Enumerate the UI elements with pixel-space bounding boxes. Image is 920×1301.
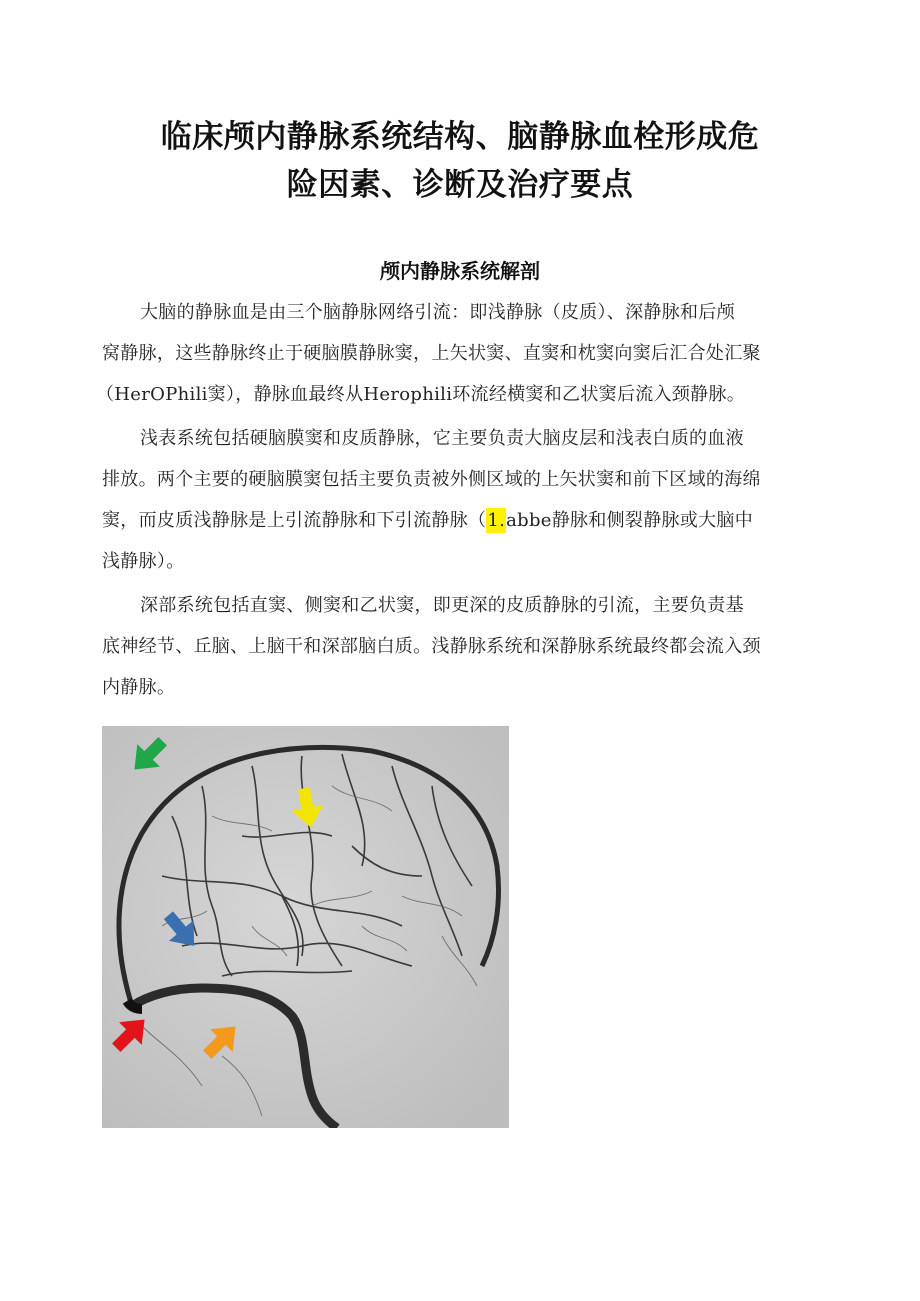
paragraph-line: 内静脉。 bbox=[102, 677, 176, 698]
paragraph-line: 底神经节、丘脑、上脑干和深部脑白质。浅静脉系统和深静脉系统最终都会流入颈 bbox=[102, 636, 761, 657]
paragraph-line: 浅表系统包括硬脑膜窦和皮质静脉，它主要负责大脑皮层和浅表白质的血液 bbox=[140, 428, 744, 449]
paragraph-deep-system bbox=[102, 585, 820, 708]
paragraph-superficial-system bbox=[102, 418, 820, 582]
document-title-line1: 临床颅内静脉系统结构、脑静脉血栓形成危 bbox=[160, 119, 760, 155]
text-segment: 窦，而皮质浅静脉是上引流静脉和下引流静脉（ bbox=[102, 510, 487, 531]
paragraph-line: 浅静脉）。 bbox=[102, 551, 185, 572]
highlighted-text: 1. bbox=[487, 510, 506, 531]
cerebral-venogram-figure bbox=[102, 726, 509, 1128]
paragraph-venous-networks bbox=[96, 292, 820, 415]
document-title-line2: 险因素、诊断及治疗要点 bbox=[286, 167, 634, 203]
paragraph-line: 大脑的静脉血是由三个脑静脉网络引流：即浅静脉（皮质）、深静脉和后颅 bbox=[140, 302, 735, 323]
paragraph-line: 窝静脉，这些静脉终止于硬脑膜静脉窦，上矢状窦、直窦和枕窦向窦后汇合处汇聚 bbox=[102, 343, 761, 364]
paragraph-line: 深部系统包括直窦、侧窦和乙状窦，即更深的皮质静脉的引流，主要负责基 bbox=[140, 595, 744, 616]
venogram-image bbox=[102, 726, 509, 1128]
paragraph-line: （HerOPhili窦），静脉血最终从Herophili环流经横窦和乙状窦后流入颈静脉。 bbox=[96, 384, 746, 405]
text-segment: abbe静脉和侧裂静脉或大脑中 bbox=[506, 510, 754, 531]
paragraph-line: 排放。两个主要的硬脑膜窦包括主要负责被外侧区域的上矢状窦和前下区域的海绵 bbox=[102, 469, 761, 490]
section-heading: 颅内静脉系统解剖 bbox=[380, 259, 540, 283]
paragraph-line bbox=[102, 500, 820, 541]
